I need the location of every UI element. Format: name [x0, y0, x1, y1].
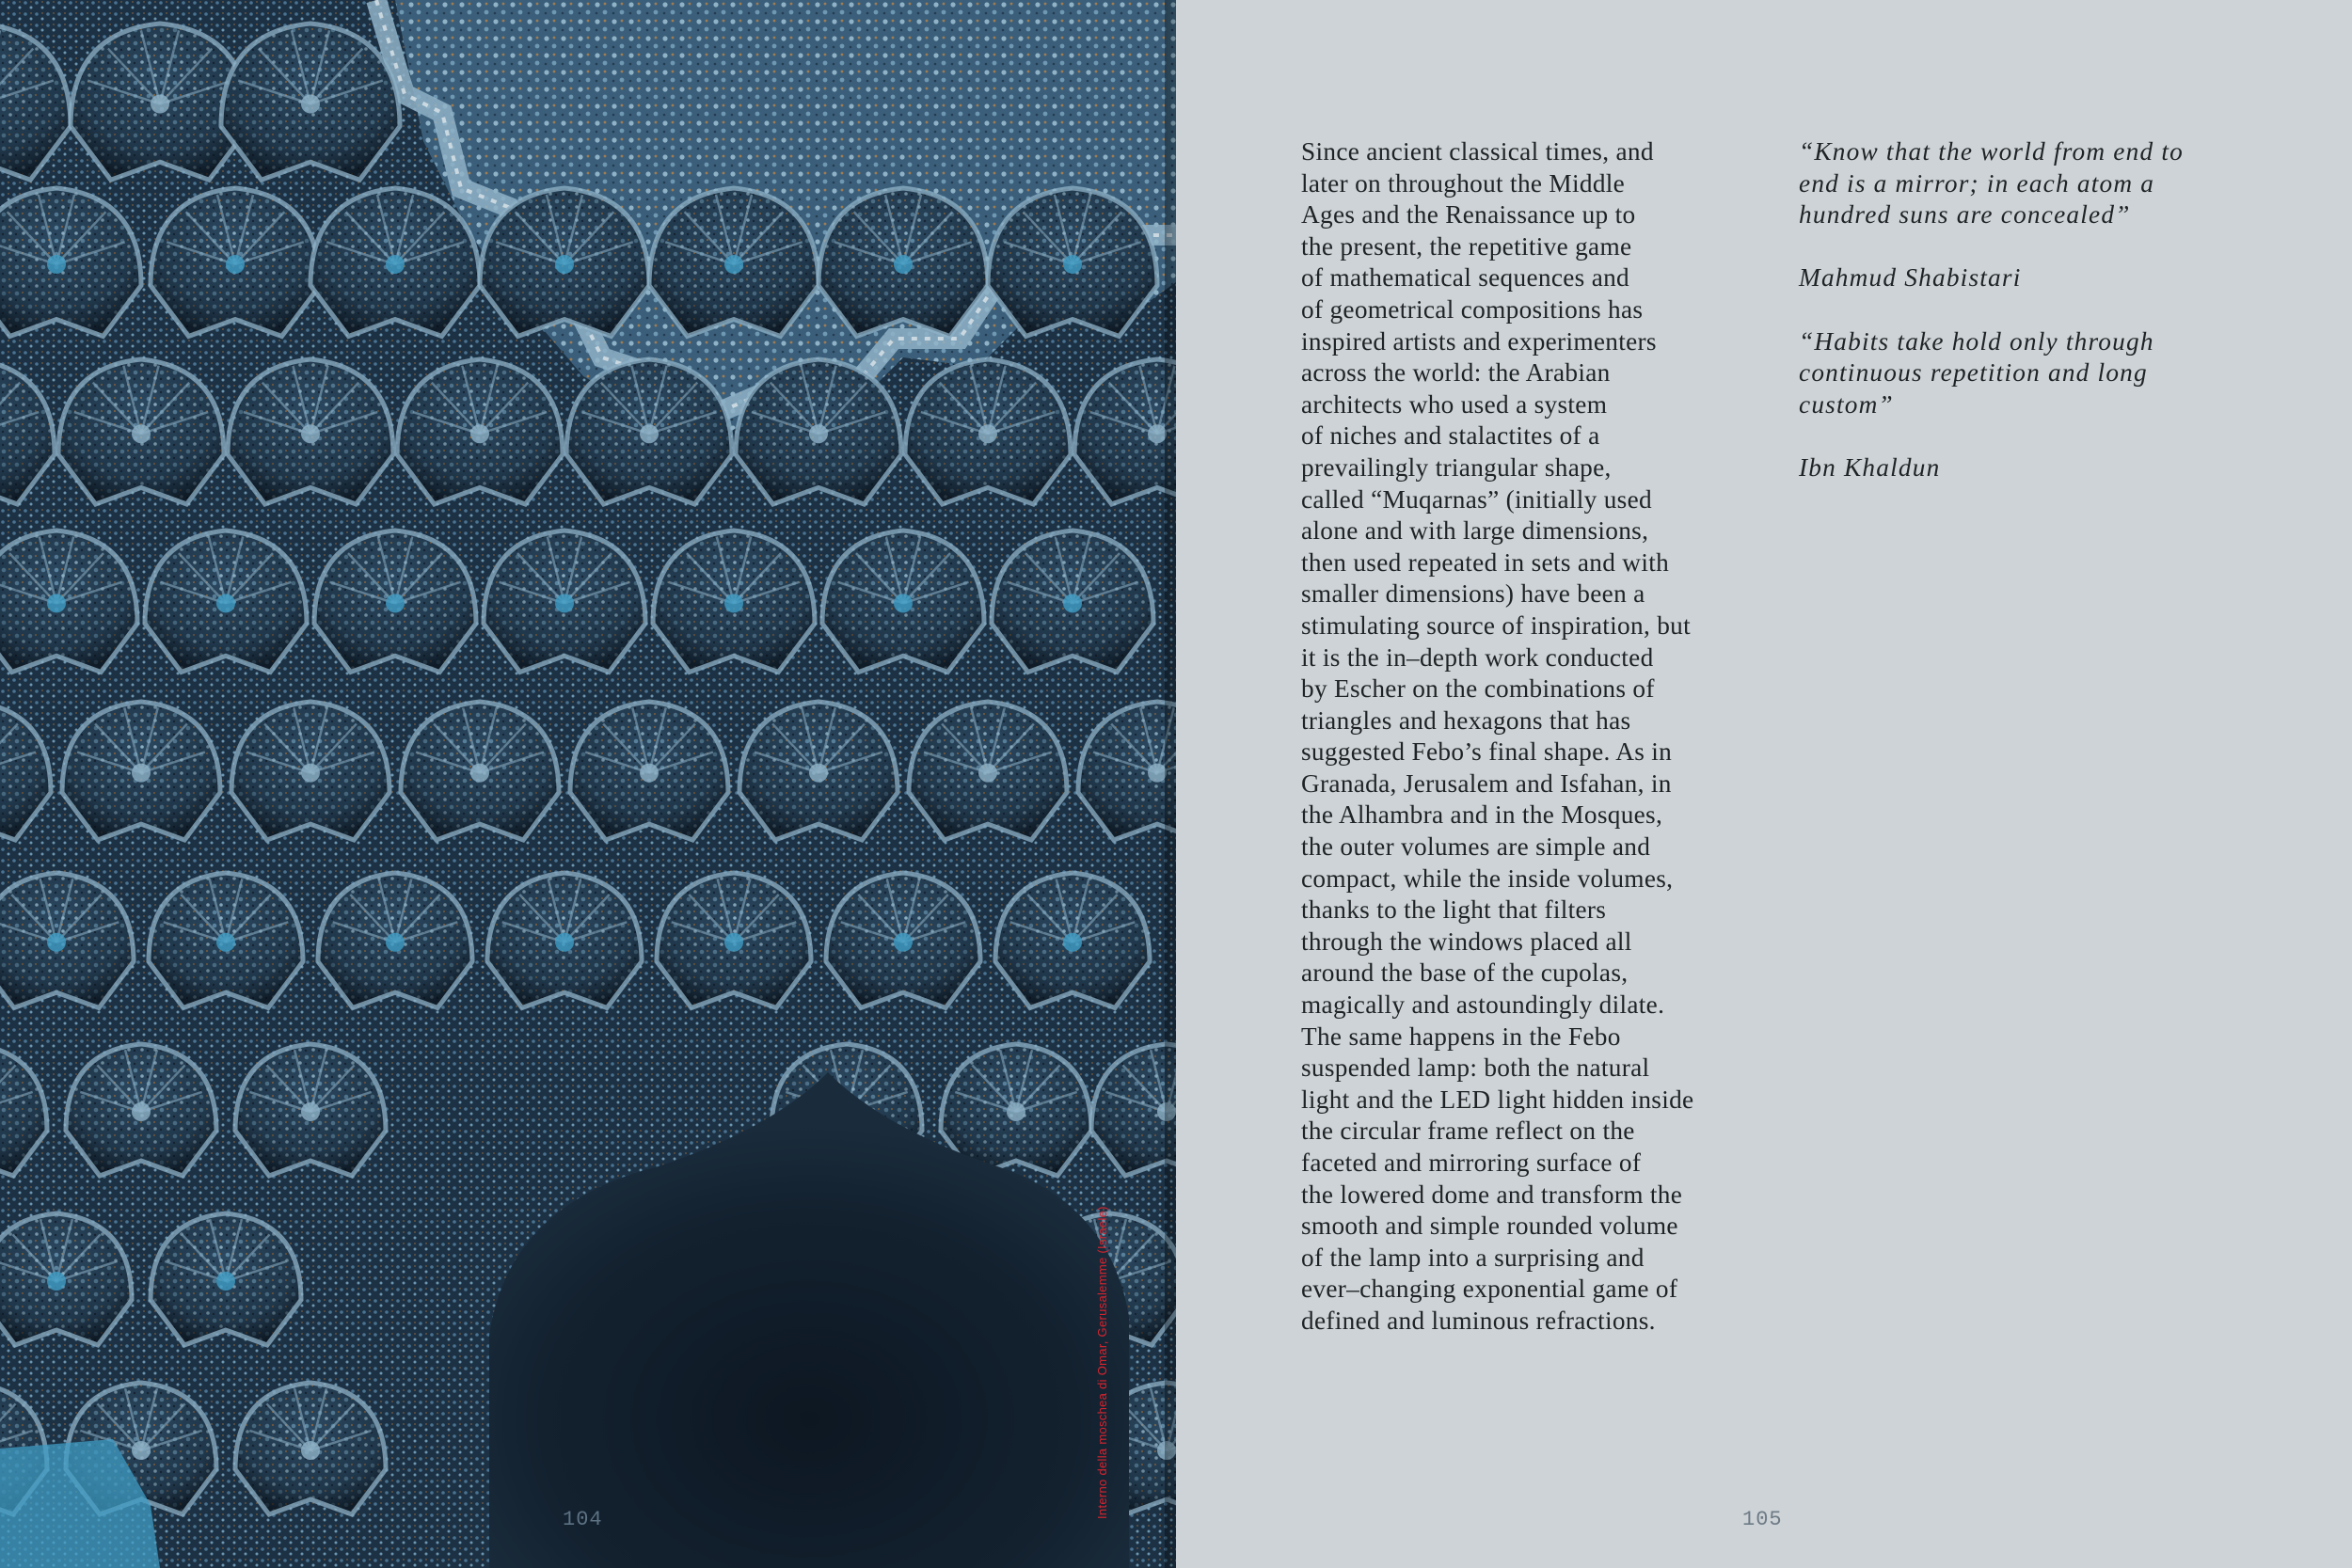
muqarnas-niche: [657, 873, 811, 1008]
body-text-line: smaller dimensions) have been a: [1301, 579, 1645, 609]
quote-line: end is a mirror; in each atom a: [1799, 168, 2155, 198]
body-text-line: the present, the repetitive game: [1301, 231, 1632, 261]
body-text-line: across the world: the Arabian: [1301, 358, 1611, 388]
body-text-line: the circular frame reflect on the: [1301, 1117, 1635, 1146]
body-text-line: defined and luminous refractions.: [1301, 1306, 1656, 1335]
muqarnas-niche: [480, 188, 649, 337]
quote-line: “Habits take hold only through: [1799, 326, 2154, 356]
body-text-line: of niches and stalactites of a: [1301, 421, 1600, 451]
body-text-line: then used repeated in sets and with: [1301, 547, 1670, 577]
muqarnas-niche: [649, 188, 818, 337]
muqarnas-niche: [566, 359, 732, 504]
body-text-line: suspended lamp: both the natural: [1301, 1053, 1650, 1083]
muqarnas-niche: [58, 359, 224, 504]
body-text-line: of mathematical sequences and: [1301, 263, 1630, 293]
muqarnas-niche: [228, 359, 393, 504]
right-page: [1176, 0, 2352, 1568]
muqarnas-niche: [570, 702, 728, 840]
body-text-line: thanks to the light that filters: [1301, 895, 1607, 925]
body-text-line: the outer volumes are simple and: [1301, 832, 1651, 862]
muqarnas-niche: [235, 1044, 386, 1176]
quote-text: [1799, 136, 2269, 231]
body-text-line: suggested Febo’s final shape. As in: [1301, 737, 1673, 767]
muqarnas-niche: [221, 24, 400, 180]
body-text-line: compact, while the inside volumes,: [1301, 863, 1674, 893]
body-text-line: of the lamp into a surprising and: [1301, 1243, 1645, 1272]
body-text-line: alone and with large dimensions,: [1301, 516, 1649, 546]
muqarnas-niche: [62, 702, 220, 840]
body-text-line: smooth and simple rounded volume: [1301, 1212, 1678, 1241]
muqarnas-niche: [397, 359, 563, 504]
muqarnas-niche: [739, 702, 898, 840]
body-text-line: Ages and the Renaissance up to: [1301, 200, 1636, 230]
muqarnas-niche: [314, 531, 476, 673]
quotes-column: [1799, 136, 2269, 515]
quote-line: custom”: [1799, 389, 1894, 419]
body-text-line: prevailingly triangular shape,: [1301, 452, 1612, 482]
quote-author: Ibn Khaldun: [1799, 452, 1941, 482]
quote-text: [1799, 326, 2269, 421]
muqarnas-niche: [484, 531, 645, 673]
body-text-line: triangles and hexagons that has: [1301, 705, 1631, 735]
muqarnas-niche: [310, 188, 480, 337]
muqarnas-niche: [145, 531, 307, 673]
muqarnas-niche: [826, 873, 980, 1008]
muqarnas-niche: [318, 873, 472, 1008]
muqarnas-niche: [988, 188, 1157, 337]
body-text-line: it is the in–depth work conducted: [1301, 642, 1654, 672]
muqarnas-niche: [66, 1044, 216, 1176]
muqarnas-niche: [653, 531, 815, 673]
body-text-line: faceted and mirroring surface of: [1301, 1148, 1642, 1177]
body-text-line: called “Muqarnas” (initially used: [1301, 484, 1652, 514]
body-text-line: architects who used a system: [1301, 389, 1608, 419]
quote-line: “Know that the world from end to: [1799, 137, 2184, 166]
body-text-line: Since ancient classical times, and: [1301, 137, 1654, 166]
muqarnas-niche: [992, 531, 1153, 673]
quote-line: continuous repetition and long: [1799, 358, 2148, 388]
muqarnas-niche: [235, 1383, 386, 1514]
body-text-line: light and the LED light hidden inside: [1301, 1085, 1694, 1114]
photo-caption: Interno della moschea di Omar, Gerusalemme (Israele): [1095, 1206, 1109, 1519]
body-text-line: later on throughout the Middle: [1301, 168, 1626, 198]
body-text-line: by Escher on the combinations of: [1301, 674, 1655, 704]
muqarnas-niche: [151, 1213, 301, 1345]
body-text-line: ever–changing exponential game of: [1301, 1275, 1678, 1304]
muqarnas-niche: [401, 702, 559, 840]
muqarnas-niche: [151, 188, 320, 337]
body-text-line: of geometrical compositions has: [1301, 294, 1644, 324]
body-text-line: magically and astoundingly dilate.: [1301, 990, 1665, 1020]
body-text-line: stimulating source of inspiration, but: [1301, 610, 1691, 640]
body-text-line: the lowered dome and transform the: [1301, 1180, 1683, 1209]
body-text-line: around the base of the cupolas,: [1301, 958, 1629, 988]
page-number-left: 104: [563, 1508, 603, 1531]
muqarnas-niche: [905, 359, 1071, 504]
muqarnas-niche: [487, 873, 642, 1008]
muqarnas-niche: [822, 531, 984, 673]
body-text-line: inspired artists and experimenters: [1301, 326, 1657, 356]
muqarnas-niche: [909, 702, 1067, 840]
body-text-line: Granada, Jerusalem and Isfahan, in: [1301, 768, 1672, 798]
quote-line: hundred suns are concealed”: [1799, 200, 2131, 230]
muqarnas-niche: [231, 702, 389, 840]
body-text-column: [1301, 136, 1772, 1338]
body-text-line: The same happens in the Febo: [1301, 1022, 1621, 1051]
body-text-line: through the windows placed all: [1301, 927, 1632, 956]
muqarnas-niche: [149, 873, 303, 1008]
muqarnas-niche: [818, 188, 988, 337]
body-text-line: the Alhambra and in the Mosques,: [1301, 800, 1663, 830]
page-number-right: 105: [1742, 1508, 1783, 1531]
muqarnas-niche: [995, 873, 1150, 1008]
quote-author: Mahmud Shabistari: [1799, 263, 2022, 293]
muqarnas-niche: [736, 359, 901, 504]
